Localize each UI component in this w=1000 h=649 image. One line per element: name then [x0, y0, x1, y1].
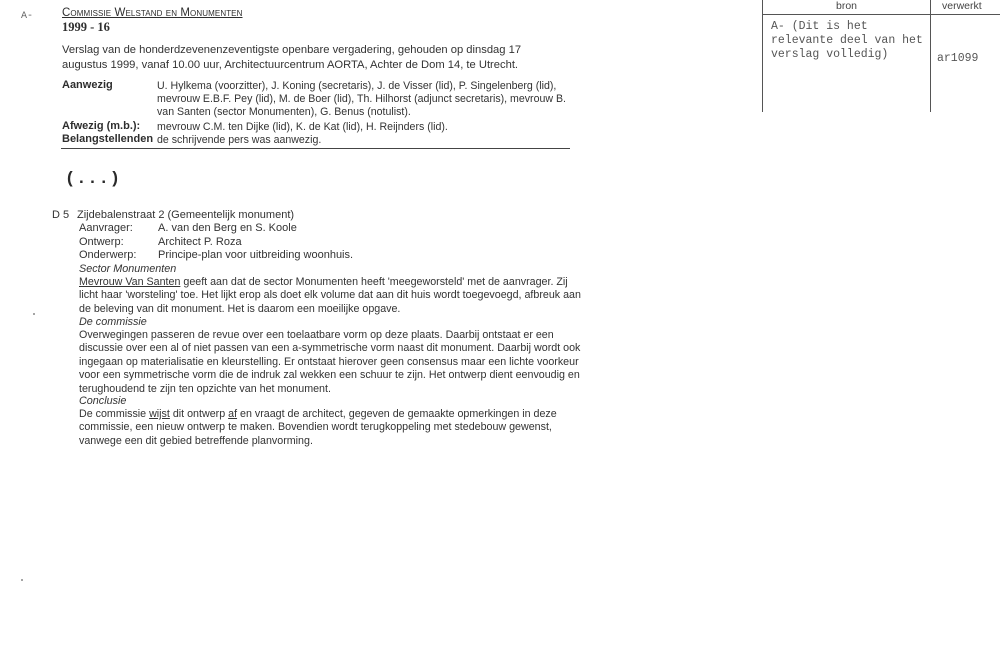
sector-speaker-name: Mevrouw Van Santen: [79, 276, 181, 288]
item-title: Zijdebalenstraat 2 (Gemeentelijk monument): [77, 209, 295, 221]
sector-paragraph: [79, 276, 584, 316]
report-intro: Verslag van de honderdzevenenzeventigste openbare vergadering, gehouden op dinsdag 17 augustus 1999, vanaf 10.00 uur, Architectuurcentrum AORTA, Achter de Dom 14, te Utrecht.: [62, 44, 522, 71]
applicant-value: A. van den Berg en S. Koole: [158, 222, 297, 234]
subject-value: Principe-plan voor uitbreiding woonhuis.: [158, 249, 354, 261]
design-label: Ontwerp:: [79, 236, 124, 248]
item-code: D 5: [52, 209, 70, 221]
table-header-rule: [762, 14, 1000, 15]
column-header-source: bron: [836, 0, 858, 12]
commission-heading: De commissie: [79, 316, 147, 328]
sector-paragraph-text: geeft aan dat de sector Monumenten heeft 'meegeworsteld' met de aanvrager. Zij licht haar 'worsteling' toe. Het lijkt erop als doet elk volume dat aan dit huis wordt toegevoegd, afbreuk aan de beleving van dit monument. Het is daarom een moeilijke opgave.: [79, 276, 581, 315]
column-header-processed: verwerkt: [942, 0, 982, 12]
absent-label: Afwezig (m.b.):: [62, 120, 141, 132]
present-list: U. Hylkema (voorzitter), J. Koning (secretaris), J. de Visser (lid), P. Singelenberg (lid), mevrouw E.B.F. Pey (lid), M. de Boer (lid), Th. Hilhorst (adjunct secretaris), mevrouw B. van Santen (sector Monumenten), G. Benus (notulist).: [157, 80, 566, 118]
table-border-left: [762, 0, 763, 112]
reference-table: [762, 0, 1000, 112]
subject-label: Onderwerp:: [79, 249, 137, 261]
conclusion-mid: dit ontwerp: [172, 408, 226, 420]
header-divider: [61, 148, 570, 149]
document-number: 1999 - 16: [62, 20, 110, 34]
conclusion-post: en vraagt de architect, gegeven de gemaakte opmerkingen in deze commissie, een nieuw ontwerp te maken. Bovendien wordt terugkoppeling met stedebouw gewenst, vanwege een dit gebied betreffende planvorming.: [79, 408, 557, 447]
sector-heading: Sector Monumenten: [79, 263, 177, 275]
organization-title: Commissie Welstand en Monumenten: [62, 7, 243, 19]
stakeholders-label: Belangstellenden: [62, 133, 154, 145]
source-note: A- (Dit is het relevante deel van het verslag volledig): [771, 20, 923, 61]
scan-speck: [33, 313, 35, 315]
applicant-label: Aanvrager:: [79, 222, 133, 234]
processed-code: ar1099: [937, 52, 979, 65]
conclusion-verb-rejects: wijst: [149, 408, 170, 420]
present-label: Aanwezig: [62, 79, 113, 91]
margin-code: A-: [21, 11, 34, 22]
design-value: Architect P. Roza: [158, 236, 242, 248]
scan-speck: [21, 579, 23, 581]
conclusion-particle-off: af: [228, 408, 238, 420]
omission-ellipsis: (...): [65, 170, 122, 189]
conclusion-heading: Conclusie: [79, 395, 127, 407]
conclusion-paragraph: [79, 408, 584, 448]
absent-list: mevrouw C.M. ten Dijke (lid), K. de Kat (lid), H. Reijnders (lid).: [157, 121, 448, 133]
conclusion-pre: De commissie: [79, 408, 147, 420]
stakeholders-text: de schrijvende pers was aanwezig.: [157, 134, 322, 146]
commission-paragraph: Overwegingen passeren de revue over een toelaatbare vorm op deze plaats. Daarbij ontstaat er een discussie over een al of niet passen van een a-symmetrische vorm naast dit monument. Daarbij wordt ook ingegaan op materialisatie en kleurstelling. Er ontstaat hierover geen consensus maar een lichte voorkeur voor een symmetrische vorm die de indruk zal wekken een schuur te zijn. Het ontwerp dient eenvoudig en terughoudend te zijn ten opzichte van het monument.: [79, 329, 581, 395]
